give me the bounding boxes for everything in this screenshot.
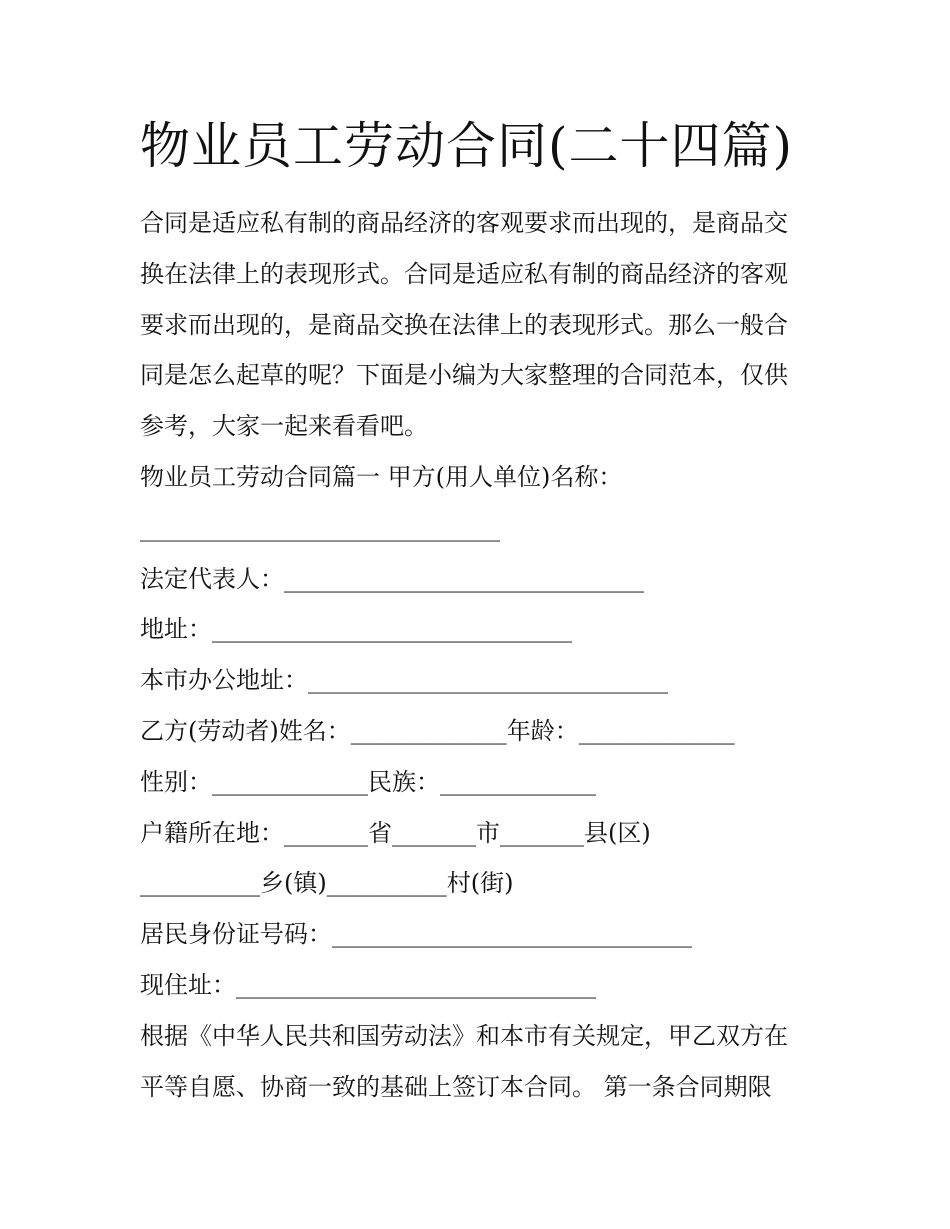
paragraph-line: 平等自愿、协商一致的基础上签订本合同。 第一条合同期限 [140, 1072, 772, 1101]
legal-representative-field: 法定代表人：______________________________ [140, 564, 644, 593]
section-heading-line: 物业员工劳动合同篇一 甲方(用人单位)名称： [140, 462, 623, 491]
document-body [140, 198, 820, 1112]
document-title: 物业员工劳动合同(二十四篇) [140, 117, 794, 175]
paragraph-line: 换在法律上的表现形式。合同是适应私有制的商品经济的客观 [140, 259, 788, 288]
id-number-field: 居民身份证号码：______________________________ [140, 920, 692, 949]
paragraph-line: 根据《中华人民共和国劳动法》和本市有关规定，甲乙双方在 [140, 1021, 788, 1050]
employee-name-age-field: 乙方(劳动者)姓名：_____________年龄：_____________ [140, 716, 735, 745]
current-address-field: 现住址：______________________________ [140, 970, 596, 999]
gender-ethnicity-field: 性别：_____________民族：_____________ [140, 767, 596, 796]
paragraph-line: 同是怎么起草的呢？下面是小编为大家整理的合同范本，仅供 [140, 361, 788, 390]
paragraph-line: 要求而出现的，是商品交换在法律上的表现形式。那么一般合 [140, 310, 788, 339]
employer-name-blank: ______________________________ [140, 513, 500, 542]
household-registration-field: 户籍所在地：_______省_______市_______县(区) [140, 818, 651, 847]
paragraph-line: 参考，大家一起来看看吧。 [140, 412, 428, 441]
office-address-field: 本市办公地址：______________________________ [140, 666, 668, 695]
township-village-field: __________乡(镇)__________村(街) [140, 869, 514, 898]
address-field: 地址：______________________________ [140, 615, 572, 644]
paragraph-line: 合同是适应私有制的商品经济的客观要求而出现的，是商品交 [140, 209, 788, 237]
